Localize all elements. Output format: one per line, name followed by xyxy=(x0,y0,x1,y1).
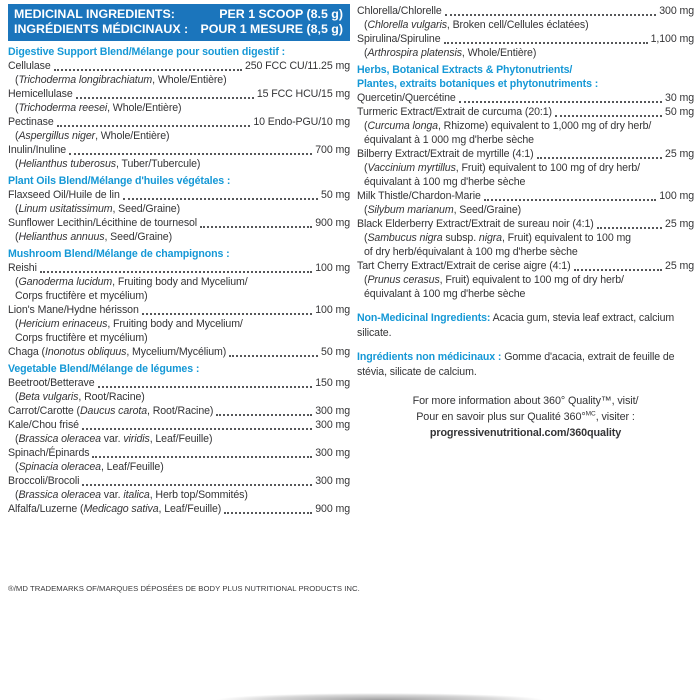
ingredient-name xyxy=(357,147,534,161)
ingredient-amount: 100 mg xyxy=(315,262,350,274)
ingredient-name xyxy=(8,59,51,73)
latin-name: Ganoderma lucidum xyxy=(18,276,113,288)
text-segment: Vegetable Blend/Mélange de légumes : xyxy=(8,363,200,375)
ingredient-source-line xyxy=(357,245,694,259)
info-center-line xyxy=(357,393,694,409)
ingredient-amount: 300 mg xyxy=(315,475,350,487)
dot-leader xyxy=(76,97,254,99)
text-segment: Sunflower Lecithin/Lécithine de tournesol xyxy=(8,217,198,229)
text-segment: Herbs, Botanical Extracts & Phytonutrients/ xyxy=(357,64,573,76)
text-segment: Plantes, extraits botaniques et phytonutriments : xyxy=(357,78,599,90)
text-segment: Chaga ( xyxy=(8,346,45,358)
ingredient-name xyxy=(8,404,213,418)
text-segment: subsp. xyxy=(442,232,479,244)
ingredient-name xyxy=(357,105,552,119)
latin-name: Medicago sativa xyxy=(83,503,159,515)
text-segment: , Whole/Entière) xyxy=(95,130,170,142)
text-segment: Bilberry Extract/Extrait de myrtille (4:1) xyxy=(357,148,534,160)
text-segment: ( xyxy=(15,276,19,288)
latin-name: Brassica oleracea xyxy=(18,433,101,445)
left-column-rows xyxy=(8,45,350,516)
text-segment: , Tuber/Tubercule) xyxy=(115,158,201,170)
blend-heading xyxy=(357,77,694,91)
ingredient-amount: 900 mg xyxy=(315,217,350,229)
ingredient-row xyxy=(8,303,350,317)
ingredient-source-line xyxy=(357,119,694,133)
ingredient-source-line xyxy=(357,287,694,301)
ingredient-row xyxy=(8,188,350,202)
text-segment: Gomme d'acacia, extrait de feuille de stévia, silicate de calcium. xyxy=(357,351,675,378)
dot-leader xyxy=(216,414,312,416)
dot-leader xyxy=(459,101,662,103)
ingredient-name xyxy=(8,418,79,432)
ingredient-name xyxy=(8,446,89,460)
text-segment: Tart Cherry Extract/Extrait de cerise aigre (4:1) xyxy=(357,260,571,272)
ingredient-source-line xyxy=(8,289,350,303)
text-segment: ( xyxy=(364,274,368,286)
text-segment: Spirulina/Spiruline xyxy=(357,33,441,45)
ingredient-name xyxy=(8,376,95,390)
dot-leader xyxy=(224,512,312,514)
text-segment: ( xyxy=(364,19,368,31)
ingredient-source-line xyxy=(357,46,694,60)
ingredient-row xyxy=(8,418,350,432)
ingredient-name xyxy=(8,188,120,202)
text-segment: Turmeric Extract/Extrait de curcuma (20:1) xyxy=(357,106,552,118)
text-segment: var. xyxy=(100,489,124,501)
info-center-line xyxy=(357,409,694,425)
text-segment: Cellulase xyxy=(8,60,51,72)
latin-name: Aspergillus niger xyxy=(18,130,96,142)
text-segment: ( xyxy=(364,232,368,244)
text-segment: , Broken cell/Cellules éclatées) xyxy=(446,19,589,31)
ingredient-source-line xyxy=(357,161,694,175)
ingredient-source-line xyxy=(8,390,350,404)
superscript-mark: MC xyxy=(585,410,596,418)
ingredient-amount: 30 mg xyxy=(665,92,694,104)
ingredient-amount: 100 mg xyxy=(659,190,694,202)
text-segment: Ingrédients non médicinaux : xyxy=(357,351,502,363)
ingredient-row xyxy=(8,502,350,516)
ingredient-source-line xyxy=(8,432,350,446)
left-column xyxy=(8,4,350,516)
latin-name: Beta vulgaris xyxy=(18,391,79,403)
ingredient-name xyxy=(357,259,571,273)
ingredient-name xyxy=(8,216,197,230)
text-segment: , Fruiting body and Mycelium/ xyxy=(112,276,248,288)
latin-name: Silybum marianum xyxy=(367,204,454,216)
ingredient-amount: 25 mg xyxy=(665,148,694,160)
text-segment: , Herb top/Sommités) xyxy=(149,489,248,501)
ingredient-row xyxy=(8,345,350,359)
blend-heading xyxy=(357,63,694,77)
text-segment: , Seed/Graine) xyxy=(104,231,172,243)
ingredient-row xyxy=(357,189,694,203)
text-segment: , Root/Racine) xyxy=(147,405,214,417)
text-segment: , Mycelium/Mycélium) xyxy=(126,346,227,358)
ingredient-row xyxy=(8,404,350,418)
latin-name: Arthrospira platensis xyxy=(367,47,462,59)
latin-name: Spinacia oleracea xyxy=(18,461,101,473)
ingredient-name xyxy=(357,91,456,105)
latin-name: Helianthus annuus xyxy=(18,231,105,243)
ingredient-source-line xyxy=(8,275,350,289)
ingredient-amount: 50 mg xyxy=(321,346,350,358)
text-segment: , Leaf/Feuille) xyxy=(149,433,213,445)
dot-leader xyxy=(484,199,656,201)
ingredient-amount: 50 mg xyxy=(321,189,350,201)
ingredient-row xyxy=(8,474,350,488)
text-segment: Pectinase xyxy=(8,116,54,128)
text-segment: ( xyxy=(15,203,19,215)
text-segment: Quercetin/Quercétine xyxy=(357,92,456,104)
ingredient-source-line xyxy=(8,488,350,502)
text-segment: ( xyxy=(15,130,19,142)
ingredient-name xyxy=(8,115,54,129)
ingredient-source-line xyxy=(8,129,350,143)
text-segment: ( xyxy=(364,120,368,132)
ingredient-row xyxy=(357,259,694,273)
text-segment: Acacia gum, stevia leaf extract, calcium silicate. xyxy=(357,312,675,339)
text-segment: ( xyxy=(15,318,19,330)
ingredient-row xyxy=(8,143,350,157)
blend-heading xyxy=(8,45,350,59)
dot-leader xyxy=(82,428,312,430)
text-segment: , Seed/Graine) xyxy=(112,203,180,215)
trademark-note: ®/MD TRADEMARKS OF/MARQUES DÉPOSÉES DE BODY PLUS NUTRITIONAL PRODUCTS INC. xyxy=(8,584,360,593)
latin-name: viridis xyxy=(123,433,150,445)
text-segment: , Whole/Entière) xyxy=(461,47,537,59)
dot-leader xyxy=(57,125,251,127)
latin-name: Trichoderma reesei xyxy=(18,102,108,114)
ingredient-amount: 300 mg xyxy=(315,405,350,417)
header-per-scoop-en: PER 1 SCOOP (8.5 g) xyxy=(219,7,343,21)
text-segment: , Fruiting body and Mycelium/ xyxy=(107,318,243,330)
ingredient-amount: 150 mg xyxy=(315,377,350,389)
blend-heading xyxy=(8,174,350,188)
dot-leader xyxy=(555,115,662,117)
ingredient-source-line xyxy=(8,460,350,474)
ingredient-row xyxy=(8,115,350,129)
ingredient-amount: 900 mg xyxy=(315,503,350,515)
latin-name: nigra xyxy=(478,232,502,244)
text-segment: ( xyxy=(15,489,19,501)
text-segment: Beetroot/Betterave xyxy=(8,377,95,389)
dot-leader xyxy=(597,227,662,229)
ingredient-row xyxy=(8,376,350,390)
text-segment: Milk Thistle/Chardon-Marie xyxy=(357,190,481,202)
ingredient-amount: 100 mg xyxy=(315,304,350,316)
ingredient-name xyxy=(8,303,139,317)
text-segment: Carrot/Carotte ( xyxy=(8,405,80,417)
ingredient-row xyxy=(357,91,694,105)
text-segment: , Leaf/Feuille) xyxy=(158,503,222,515)
ingredient-source-line xyxy=(8,331,350,345)
ingredient-source-line xyxy=(8,73,350,87)
ingredient-amount: 50 mg xyxy=(665,106,694,118)
ingredient-name xyxy=(357,189,481,203)
latin-name: Helianthus tuberosus xyxy=(18,158,116,170)
dot-leader xyxy=(445,14,657,16)
text-segment: , visiter : xyxy=(595,411,635,423)
ingredient-amount: 700 mg xyxy=(315,144,350,156)
text-segment: ( xyxy=(364,47,368,59)
ingredient-source-line xyxy=(357,133,694,147)
text-segment: Hemicellulase xyxy=(8,88,73,100)
text-segment: For more information about 360° Quality™, visit/ xyxy=(412,395,639,407)
text-segment: Spinach/Épinards xyxy=(8,447,90,459)
ingredient-row xyxy=(8,87,350,101)
text-segment: équivalant à 1 000 mg d'herbe sèche xyxy=(364,134,534,146)
text-segment: Reishi xyxy=(8,262,37,274)
text-segment: Inulin/Inuline xyxy=(8,144,67,156)
text-segment: , Fruit) equivalent to 100 mg xyxy=(501,232,631,244)
ingredient-amount: 15 FCC HCU/15 mg xyxy=(256,88,350,100)
text-segment: var. xyxy=(100,433,124,445)
dot-leader xyxy=(574,269,663,271)
text-segment: , Whole/Entière) xyxy=(107,102,182,114)
text-segment: , Fruit) equivalent to 100 mg of dry herb/ xyxy=(439,274,624,286)
text-segment: ( xyxy=(15,74,19,86)
ingredient-source-line xyxy=(8,317,350,331)
text-segment: Plant Oils Blend/Mélange d'huiles végétales : xyxy=(8,175,231,187)
label-edge-shadow xyxy=(170,691,590,700)
latin-name: Brassica oleracea xyxy=(18,489,101,501)
right-column xyxy=(357,4,694,441)
text-segment: , Fruit) equivalent to 100 mg of dry herb/ xyxy=(455,162,641,174)
ingredient-source-line xyxy=(8,230,350,244)
ingredient-amount: 1,100 mg xyxy=(650,33,694,45)
text-segment: , Seed/Graine) xyxy=(453,204,522,216)
ingredient-row xyxy=(357,217,694,231)
ingredient-source-line xyxy=(8,157,350,171)
ingredient-amount: 250 FCC CU/11.25 mg xyxy=(244,60,350,72)
text-segment: Corps fructifère et mycélium) xyxy=(15,332,148,344)
text-segment: Kale/Chou frisé xyxy=(8,419,79,431)
dot-leader xyxy=(444,42,648,44)
ingredient-amount: 300 mg xyxy=(315,447,350,459)
dot-leader xyxy=(69,153,312,155)
ingredient-name xyxy=(357,4,442,18)
latin-name: Curcuma longa xyxy=(367,120,438,132)
text-segment: Non-Medicinal Ingredients: xyxy=(357,312,491,324)
ingredient-row xyxy=(357,32,694,46)
header-title-en: MEDICINAL INGREDIENTS: xyxy=(14,7,175,21)
header-title-fr: INGRÉDIENTS MÉDICINAUX : xyxy=(14,22,189,36)
dot-leader xyxy=(537,157,663,159)
dot-leader xyxy=(200,226,312,228)
ingredient-name xyxy=(8,87,73,101)
ingredient-amount: 10 Endo-PGU/10 mg xyxy=(253,116,350,128)
dot-leader xyxy=(92,456,312,458)
text-segment: ( xyxy=(15,231,19,243)
info-center-line xyxy=(357,425,694,441)
ingredient-source-line xyxy=(8,101,350,115)
text-segment: ( xyxy=(15,433,19,445)
text-segment: of dry herb/équivalant à 100 mg d'herbe sèche xyxy=(364,246,578,258)
ingredient-amount: 25 mg xyxy=(665,260,694,272)
text-segment: équivalant à 100 mg d'herbe sèche xyxy=(364,176,526,188)
latin-name: Vaccinium myrtillus xyxy=(367,162,456,174)
ingredient-row xyxy=(8,59,350,73)
text-segment: progressivenutritional.com/360quality xyxy=(429,427,622,439)
text-segment: , Leaf/Feuille) xyxy=(100,461,164,473)
text-segment: , Root/Racine) xyxy=(78,391,145,403)
dot-leader xyxy=(98,386,313,388)
header-per-scoop-fr: POUR 1 MESURE (8,5 g) xyxy=(200,22,343,36)
ingredient-source-line xyxy=(357,231,694,245)
latin-name: italica xyxy=(123,489,150,501)
ingredient-name xyxy=(357,217,594,231)
text-segment: ( xyxy=(364,204,368,216)
ingredient-name xyxy=(8,143,66,157)
header-titles xyxy=(14,7,188,37)
dot-leader xyxy=(82,484,312,486)
text-segment: Black Elderberry Extract/Extrait de sureau noir (4:1) xyxy=(357,218,594,230)
dot-leader xyxy=(40,271,312,273)
dot-leader xyxy=(229,355,318,357)
right-column-rows xyxy=(357,4,694,441)
ingredient-name xyxy=(357,32,441,46)
text-segment: Digestive Support Blend/Mélange pour soutien digestif : xyxy=(8,46,286,58)
ingredient-source-line xyxy=(8,202,350,216)
text-segment: ( xyxy=(15,158,19,170)
text-segment: Flaxseed Oil/Huile de lin xyxy=(8,189,120,201)
ingredient-source-line xyxy=(357,18,694,32)
latin-name: Sambucus nigra xyxy=(367,232,443,244)
ingredient-row xyxy=(8,261,350,275)
ingredient-amount: 300 mg xyxy=(315,419,350,431)
ingredient-row xyxy=(8,446,350,460)
ingredient-amount: 300 mg xyxy=(659,5,694,17)
ingredient-source-line xyxy=(357,203,694,217)
latin-name: Prunus cerasus xyxy=(367,274,440,286)
text-segment: Alfalfa/Luzerne ( xyxy=(8,503,84,515)
latin-name: Trichoderma longibrachiatum xyxy=(18,74,153,86)
blend-heading xyxy=(8,362,350,376)
ingredient-name xyxy=(8,502,221,516)
text-segment: , Rhizome) equivalent to 1,000 mg of dry herb/ xyxy=(437,120,652,132)
text-segment: Corps fructifère et mycélium) xyxy=(15,290,148,302)
text-segment: Pour en savoir plus sur Qualité 360° xyxy=(416,411,586,423)
dot-leader xyxy=(142,313,313,315)
ingredient-amount: 25 mg xyxy=(665,218,694,230)
dot-leader xyxy=(123,198,318,200)
latin-name: Hericium erinaceus xyxy=(18,318,108,330)
medicinal-ingredients-header-bar xyxy=(8,4,350,41)
latin-name: Linum usitatissimum xyxy=(18,203,113,215)
latin-name: Inonotus obliquus xyxy=(45,346,127,358)
blend-heading xyxy=(8,247,350,261)
note-paragraph xyxy=(357,350,694,379)
latin-name: Chlorella vulgaris xyxy=(367,19,447,31)
text-segment: Chlorella/Chlorelle xyxy=(357,5,442,17)
ingredient-name xyxy=(8,474,79,488)
ingredient-source-line xyxy=(357,273,694,287)
note-paragraph xyxy=(357,311,694,340)
ingredient-row xyxy=(357,4,694,18)
text-segment: ( xyxy=(15,102,19,114)
ingredient-row xyxy=(357,147,694,161)
text-segment: Lion's Mane/Hydne hérisson xyxy=(8,304,139,316)
text-segment: ( xyxy=(15,391,19,403)
text-segment: Broccoli/Brocoli xyxy=(8,475,80,487)
ingredient-source-line xyxy=(357,175,694,189)
ingredient-row xyxy=(357,105,694,119)
text-segment: équivalant à 100 mg d'herbe sèche xyxy=(364,288,526,300)
text-segment: ( xyxy=(364,162,368,174)
dot-leader xyxy=(54,69,242,71)
latin-name: Daucus carota xyxy=(80,405,148,417)
text-segment: , Whole/Entière) xyxy=(152,74,227,86)
text-segment: Mushroom Blend/Mélange de champignons : xyxy=(8,248,230,260)
ingredient-name xyxy=(8,345,226,359)
ingredient-name xyxy=(8,261,37,275)
ingredient-row xyxy=(8,216,350,230)
header-serving-size xyxy=(200,7,343,37)
text-segment: ( xyxy=(15,461,19,473)
